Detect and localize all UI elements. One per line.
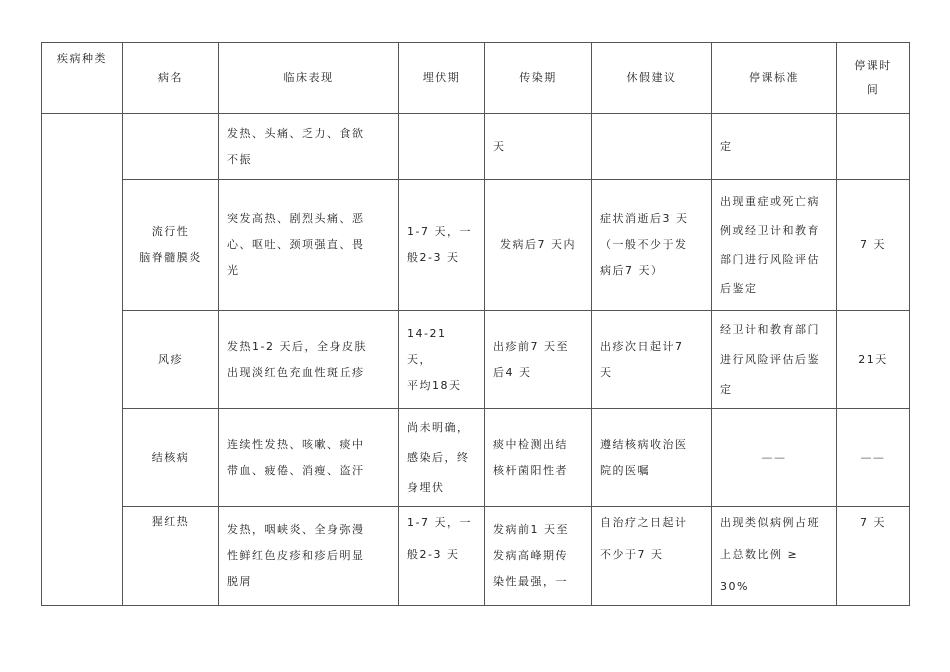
- disease-table: [41, 42, 910, 606]
- header-row: [42, 43, 910, 114]
- time-cell: 7 天: [837, 180, 910, 311]
- text-line: 出现淡红色充血性斑丘疹: [227, 365, 365, 379]
- header-symptoms: 临床表现: [219, 43, 399, 114]
- text-line: 出疹前7 天至: [493, 339, 569, 353]
- contagious-cell: [485, 180, 592, 311]
- table-row: [42, 311, 910, 409]
- header-incubation: 埋伏期: [399, 43, 485, 114]
- text-line: 突发高热、剧烈头痛、恶: [227, 212, 365, 225]
- text-line: 连续性发热、咳嗽、痰中: [227, 437, 365, 451]
- header-type: 疾病种类: [42, 43, 123, 114]
- text-line: 身埋伏: [407, 480, 445, 494]
- text-line: 性鲜红色皮疹和疹后明显: [227, 549, 365, 562]
- text-line: 不振: [227, 152, 252, 166]
- text-line: 定: [720, 139, 733, 153]
- text-line: 症状消逝后3 天: [600, 212, 689, 225]
- time-cell: [837, 114, 910, 180]
- text-line: 院的医嘱: [600, 463, 650, 477]
- time-cell: 21天: [837, 311, 910, 409]
- header-name: 病名: [123, 43, 219, 114]
- leave-cell: [592, 311, 712, 409]
- text-line: 发病后7 天内: [500, 238, 576, 251]
- time-cell: 7 天: [837, 507, 910, 606]
- text-line: 上总数比例 ≥ 30%: [720, 548, 799, 593]
- text-line: 猩红热: [151, 515, 190, 528]
- text-line: 染性最强，一: [493, 575, 568, 588]
- leave-cell: [592, 507, 712, 606]
- text-line: 般2-3 天: [407, 548, 460, 561]
- disease-name-cell: [123, 409, 219, 507]
- disease-name-cell: [123, 311, 219, 409]
- text-line: 定: [720, 382, 733, 396]
- disease-name-cell: [123, 180, 219, 311]
- text-line: 脱屑: [227, 575, 252, 588]
- contagious-cell: [485, 114, 592, 180]
- text-line: 天: [493, 139, 506, 153]
- standard-cell: [712, 311, 837, 409]
- text-line: 发病前1 天至: [493, 523, 569, 536]
- leave-cell: [592, 180, 712, 311]
- text-line: 病后7 天）: [600, 264, 664, 277]
- contagious-cell: [485, 507, 592, 606]
- text-line: 后4 天: [493, 365, 532, 379]
- table-row: [42, 409, 910, 507]
- time-cell: ——: [837, 409, 910, 507]
- text-line: 结核病: [151, 450, 190, 464]
- header-contagious: 传染期: [485, 43, 592, 114]
- contagious-cell: [485, 311, 592, 409]
- symptoms-cell: [219, 311, 399, 409]
- text-line: 痰中检测出结: [493, 437, 568, 451]
- text-line: 进行风险评估后鉴: [720, 352, 820, 366]
- incubation-cell: [399, 311, 485, 409]
- symptoms-cell: [219, 180, 399, 311]
- standard-cell: [712, 507, 837, 606]
- text-line: 自治疗之日起计: [600, 516, 688, 529]
- standard-cell: [712, 409, 837, 507]
- text-line: 天: [600, 365, 613, 379]
- header-suspend-time-line2: 间: [866, 83, 880, 96]
- disease-name-cell: [123, 507, 219, 606]
- text-line: 发热，咽峡炎、全身弥漫: [227, 523, 365, 536]
- text-line: 经卫计和教育部门: [720, 322, 820, 336]
- text-line: 光: [227, 264, 240, 277]
- text-line: 发热1-2 天后，全身皮肤: [227, 339, 367, 353]
- header-suspend-time: [837, 43, 910, 114]
- text-line: 般2-3 天: [407, 251, 460, 264]
- text-line: 脑脊髓膜炎: [139, 251, 202, 264]
- text-line: 核杆菌阳性者: [493, 463, 568, 477]
- incubation-cell: [399, 114, 485, 180]
- text-line: 出现类似病例占班: [720, 516, 820, 529]
- header-suspend-standard: 停课标准: [712, 43, 837, 114]
- disease-type-cell: [42, 114, 123, 606]
- table-row: [42, 114, 910, 180]
- text-line: 发热、头痛、乏力、食欲: [227, 126, 365, 140]
- symptoms-cell: [219, 507, 399, 606]
- header-suspend-time-line1: 停课时: [854, 59, 892, 72]
- text-line: 出疹次日起计7: [600, 339, 684, 353]
- text-line: 部门进行风险评估: [720, 253, 820, 266]
- text-line: 14-21 天，: [407, 326, 447, 366]
- standard-cell: [712, 114, 837, 180]
- header-leave: 休假建议: [592, 43, 712, 114]
- table-row: [42, 507, 910, 606]
- standard-cell: [712, 180, 837, 311]
- text-line: 平均18天: [407, 378, 462, 392]
- symptoms-cell: [219, 409, 399, 507]
- incubation-cell: [399, 409, 485, 507]
- text-line: 带血、疲倦、消瘦、盗汗: [227, 463, 365, 477]
- text-line: 感染后，终: [407, 450, 470, 464]
- symptoms-cell: [219, 114, 399, 180]
- leave-cell: [592, 114, 712, 180]
- text-line: 心、呕吐、颈项强直、畏: [227, 238, 365, 251]
- text-line: 发病高峰期传: [493, 549, 568, 562]
- text-line: （一般不少于发: [600, 238, 688, 251]
- disease-name-cell: [123, 114, 219, 180]
- text-line: 1-7 天，一: [407, 516, 472, 529]
- text-line: 1-7 天，一: [407, 225, 472, 238]
- text-line: 不少于7 天: [600, 548, 664, 561]
- text-line: 例或经卫计和教育: [720, 224, 820, 237]
- contagious-cell: [485, 409, 592, 507]
- incubation-cell: [399, 180, 485, 311]
- text-line: 风疹: [158, 352, 183, 366]
- text-line: 出现重症或死亡病: [720, 195, 820, 208]
- dash-text: ——: [761, 450, 787, 464]
- text-line: 流行性: [151, 225, 190, 238]
- leave-cell: [592, 409, 712, 507]
- text-line: 遵结核病收治医: [600, 437, 688, 451]
- text-line: 后鉴定: [720, 282, 758, 295]
- table-row: [42, 180, 910, 311]
- incubation-cell: [399, 507, 485, 606]
- text-line: 尚未明确，: [407, 420, 470, 434]
